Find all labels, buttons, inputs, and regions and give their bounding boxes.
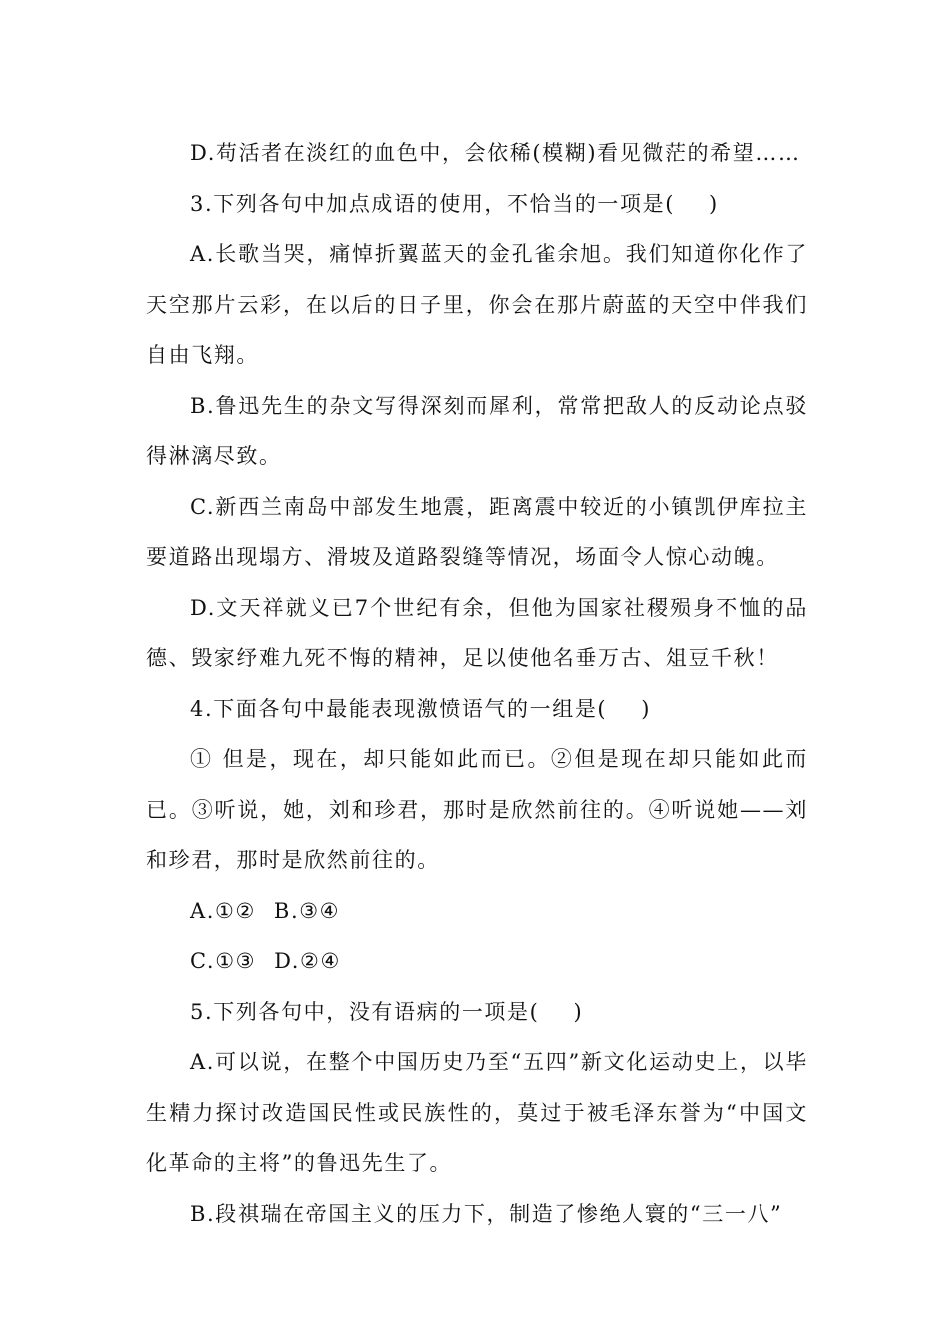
q4-options-row-1 — [146, 886, 808, 937]
q3-stem-close: ) — [709, 191, 719, 216]
q5-option-a-text: A.可以说，在整个中国历史乃至“五四”新文化运动史上，以毕生精力探讨改造国民性或民族性的，莫过于被毛泽东誉为“中国文化革命的主将”的鲁迅先生了。 — [146, 1050, 808, 1175]
q4-stem — [146, 684, 808, 735]
q3-option-d-text: D.文天祥就义已7个世纪有余，但他为国家社稷殒身不恤的品德、毁家纾难九死不悔的精神，足以使他名垂万古、俎豆千秋！ — [146, 595, 808, 670]
q4-options-row-2 — [146, 936, 808, 987]
q5-stem — [146, 987, 808, 1038]
q5-stem-close: ) — [573, 999, 584, 1024]
q3-stem — [146, 179, 808, 230]
q2-option-d-text: D.苟活者在淡红的血色中，会依稀(模糊)看见微茫的希望…… — [190, 141, 801, 165]
q4-option-d: D.②④ — [274, 949, 341, 973]
q3-option-c — [146, 482, 808, 583]
q4-option-a: A.①② — [190, 898, 256, 923]
q3-option-d — [146, 583, 808, 684]
q4-option-b: B.③④ — [273, 898, 341, 923]
q3-option-a — [146, 229, 808, 381]
q4-option-c: C.①③ — [190, 949, 257, 973]
q3-option-b-text: B.鲁迅先生的杂文写得深刻而犀利，常常把敌人的反动论点驳得淋漓尽致。 — [146, 393, 808, 468]
q2-option-d — [146, 128, 808, 179]
q3-option-b — [146, 381, 808, 482]
q5-option-b-text: B.段祺瑞在帝国主义的压力下，制造了惨绝人寰的“三一八” — [190, 1201, 783, 1226]
document-page — [146, 128, 808, 1239]
q4-sentences — [146, 734, 808, 886]
q5-option-a — [146, 1037, 808, 1189]
q5-option-b — [146, 1189, 808, 1240]
q5-stem-text: 5.下列各句中，没有语病的一项是( — [190, 999, 540, 1024]
q4-stem-text: 4.下面各句中最能表现激愤语气的一组是( — [190, 696, 608, 721]
q3-option-a-text: A.长歌当哭，痛悼折翼蓝天的金孔雀余旭。我们知道你化作了天空那片云彩，在以后的日子里，你会在那片蔚蓝的天空中伴我们自由飞翔。 — [146, 242, 808, 367]
q4-sentences-text: ① 但是，现在，却只能如此而已。②但是现在却只能如此而已。③听说，她，刘和珍君，那时是欣然前往的。④听说她——刘和珍君，那时是欣然前往的。 — [146, 747, 808, 872]
q3-option-c-text: C.新西兰南岛中部发生地震，距离震中较近的小镇凯伊库拉主要道路出现塌方、滑坡及道路裂缝等情况，场面令人惊心动魄。 — [146, 494, 808, 569]
q3-stem-text: 3.下列各句中加点成语的使用，不恰当的一项是( — [190, 191, 676, 216]
q4-stem-close: ) — [641, 696, 652, 721]
